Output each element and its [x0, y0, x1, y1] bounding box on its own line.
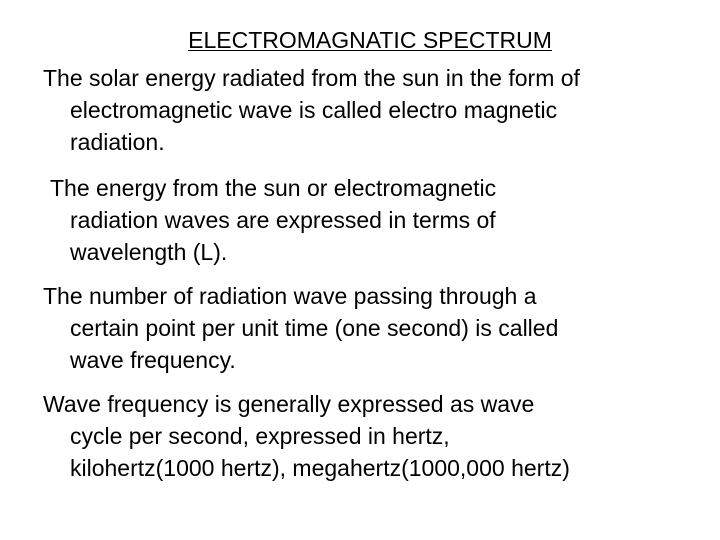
paragraph-line: cycle per second, expressed in hertz,: [70, 423, 450, 449]
paragraph-hertz-units: [43, 388, 693, 484]
paragraph-line: The energy from the sun or electromagnetic: [50, 175, 497, 201]
paragraph-line: kilohertz(1000 hertz), megahertz(1000,000 hertz): [70, 455, 570, 481]
paragraph-line: radiation waves are expressed in terms of: [70, 207, 496, 233]
paragraph-line: The solar energy radiated from the sun in the form of: [43, 65, 580, 91]
paragraph-line: wave frequency.: [70, 347, 236, 373]
paragraph-solar-energy: [43, 62, 693, 158]
paragraph-line: certain point per unit time (one second) is called: [70, 315, 559, 341]
paragraph-line: The number of radiation wave passing through a: [43, 283, 537, 309]
paragraph-wavelength: [50, 172, 700, 268]
paragraph-wave-frequency: [43, 280, 693, 376]
paragraph-line: electromagnetic wave is called electro magnetic: [70, 97, 558, 123]
slide-title: ELECTROMAGNATIC SPECTRUM: [188, 27, 552, 53]
paragraph-line: radiation.: [70, 129, 165, 155]
paragraph-line: Wave frequency is generally expressed as wave: [43, 391, 535, 417]
paragraph-line: wavelength (L).: [70, 239, 228, 265]
